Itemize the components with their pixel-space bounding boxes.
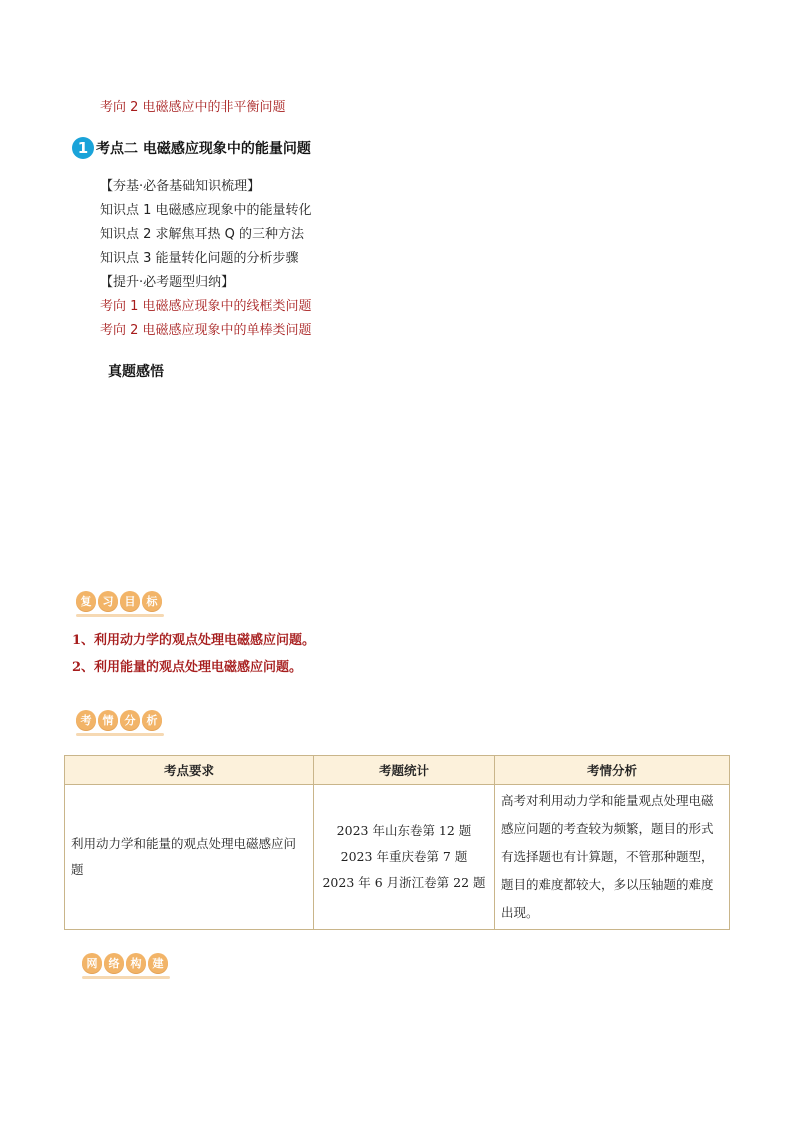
badge-underline <box>76 614 164 617</box>
network-build-badge <box>82 953 168 973</box>
badge-char: 考 <box>76 710 96 730</box>
header-analysis: 考情分析 <box>495 756 730 785</box>
goal-2: 2、利用能量的观点处理电磁感应问题。 <box>72 660 303 675</box>
toc-knowledge-3[interactable]: 知识点 3 能量转化问题的分析步骤 <box>100 251 299 266</box>
review-goals-badge <box>76 591 162 611</box>
toc-knowledge-2[interactable]: 知识点 2 求解焦耳热 Q 的三种方法 <box>100 227 305 242</box>
stat-item: 2023 年重庆卷第 7 题 <box>340 849 468 864</box>
cell-requirement: 利用动力学和能量的观点处理电磁感应问题 <box>65 785 314 930</box>
stat-item: 2023 年山东卷第 12 题 <box>336 823 472 838</box>
badge-char: 情 <box>98 710 118 730</box>
badge-underline <box>82 976 170 979</box>
section-title: 考点二 电磁感应现象中的能量问题 <box>96 141 311 157</box>
badge-underline <box>76 733 164 736</box>
toc-subheader-basic: 【夯基·必备基础知识梳理】 <box>100 179 261 194</box>
header-requirement: 考点要求 <box>65 756 314 785</box>
goal-1: 1、利用动力学的观点处理电磁感应问题。 <box>72 633 316 648</box>
toc-direction-2-prev[interactable]: 考向 2 电磁感应中的非平衡问题 <box>100 100 286 115</box>
section-number-circle: 1 <box>72 137 94 159</box>
badge-char: 习 <box>98 591 118 611</box>
toc-subheader-advanced: 【提升·必考题型归纳】 <box>100 275 235 290</box>
badge-char: 构 <box>126 953 146 973</box>
badge-char: 析 <box>142 710 162 730</box>
toc-direction-1[interactable]: 考向 1 电磁感应现象中的线框类问题 <box>100 299 312 314</box>
table-header-row <box>65 756 730 785</box>
exam-analysis-badge <box>76 710 162 730</box>
badge-char: 复 <box>76 591 96 611</box>
zhenti-heading[interactable]: 真题感悟 <box>108 364 164 380</box>
stat-item: 2023 年 6 月浙江卷第 22 题 <box>322 875 486 890</box>
cell-statistics <box>314 785 495 930</box>
badge-char: 分 <box>120 710 140 730</box>
table-row <box>65 785 730 930</box>
header-statistics: 考题统计 <box>314 756 495 785</box>
badge-char: 建 <box>148 953 168 973</box>
badge-char: 络 <box>104 953 124 973</box>
badge-char: 标 <box>142 591 162 611</box>
toc-direction-2[interactable]: 考向 2 电磁感应现象中的单棒类问题 <box>100 323 312 338</box>
cell-analysis: 高考对利用动力学和能量观点处理电磁感应问题的考查较为频繁，题目的形式有选择题也有计算题，不管那种题型，题目的难度都较大，多以压轴题的难度出现。 <box>495 785 730 930</box>
badge-char: 网 <box>82 953 102 973</box>
exam-analysis-table <box>64 755 730 930</box>
section-header <box>72 135 311 161</box>
badge-char: 目 <box>120 591 140 611</box>
toc-knowledge-1[interactable]: 知识点 1 电磁感应现象中的能量转化 <box>100 203 312 218</box>
